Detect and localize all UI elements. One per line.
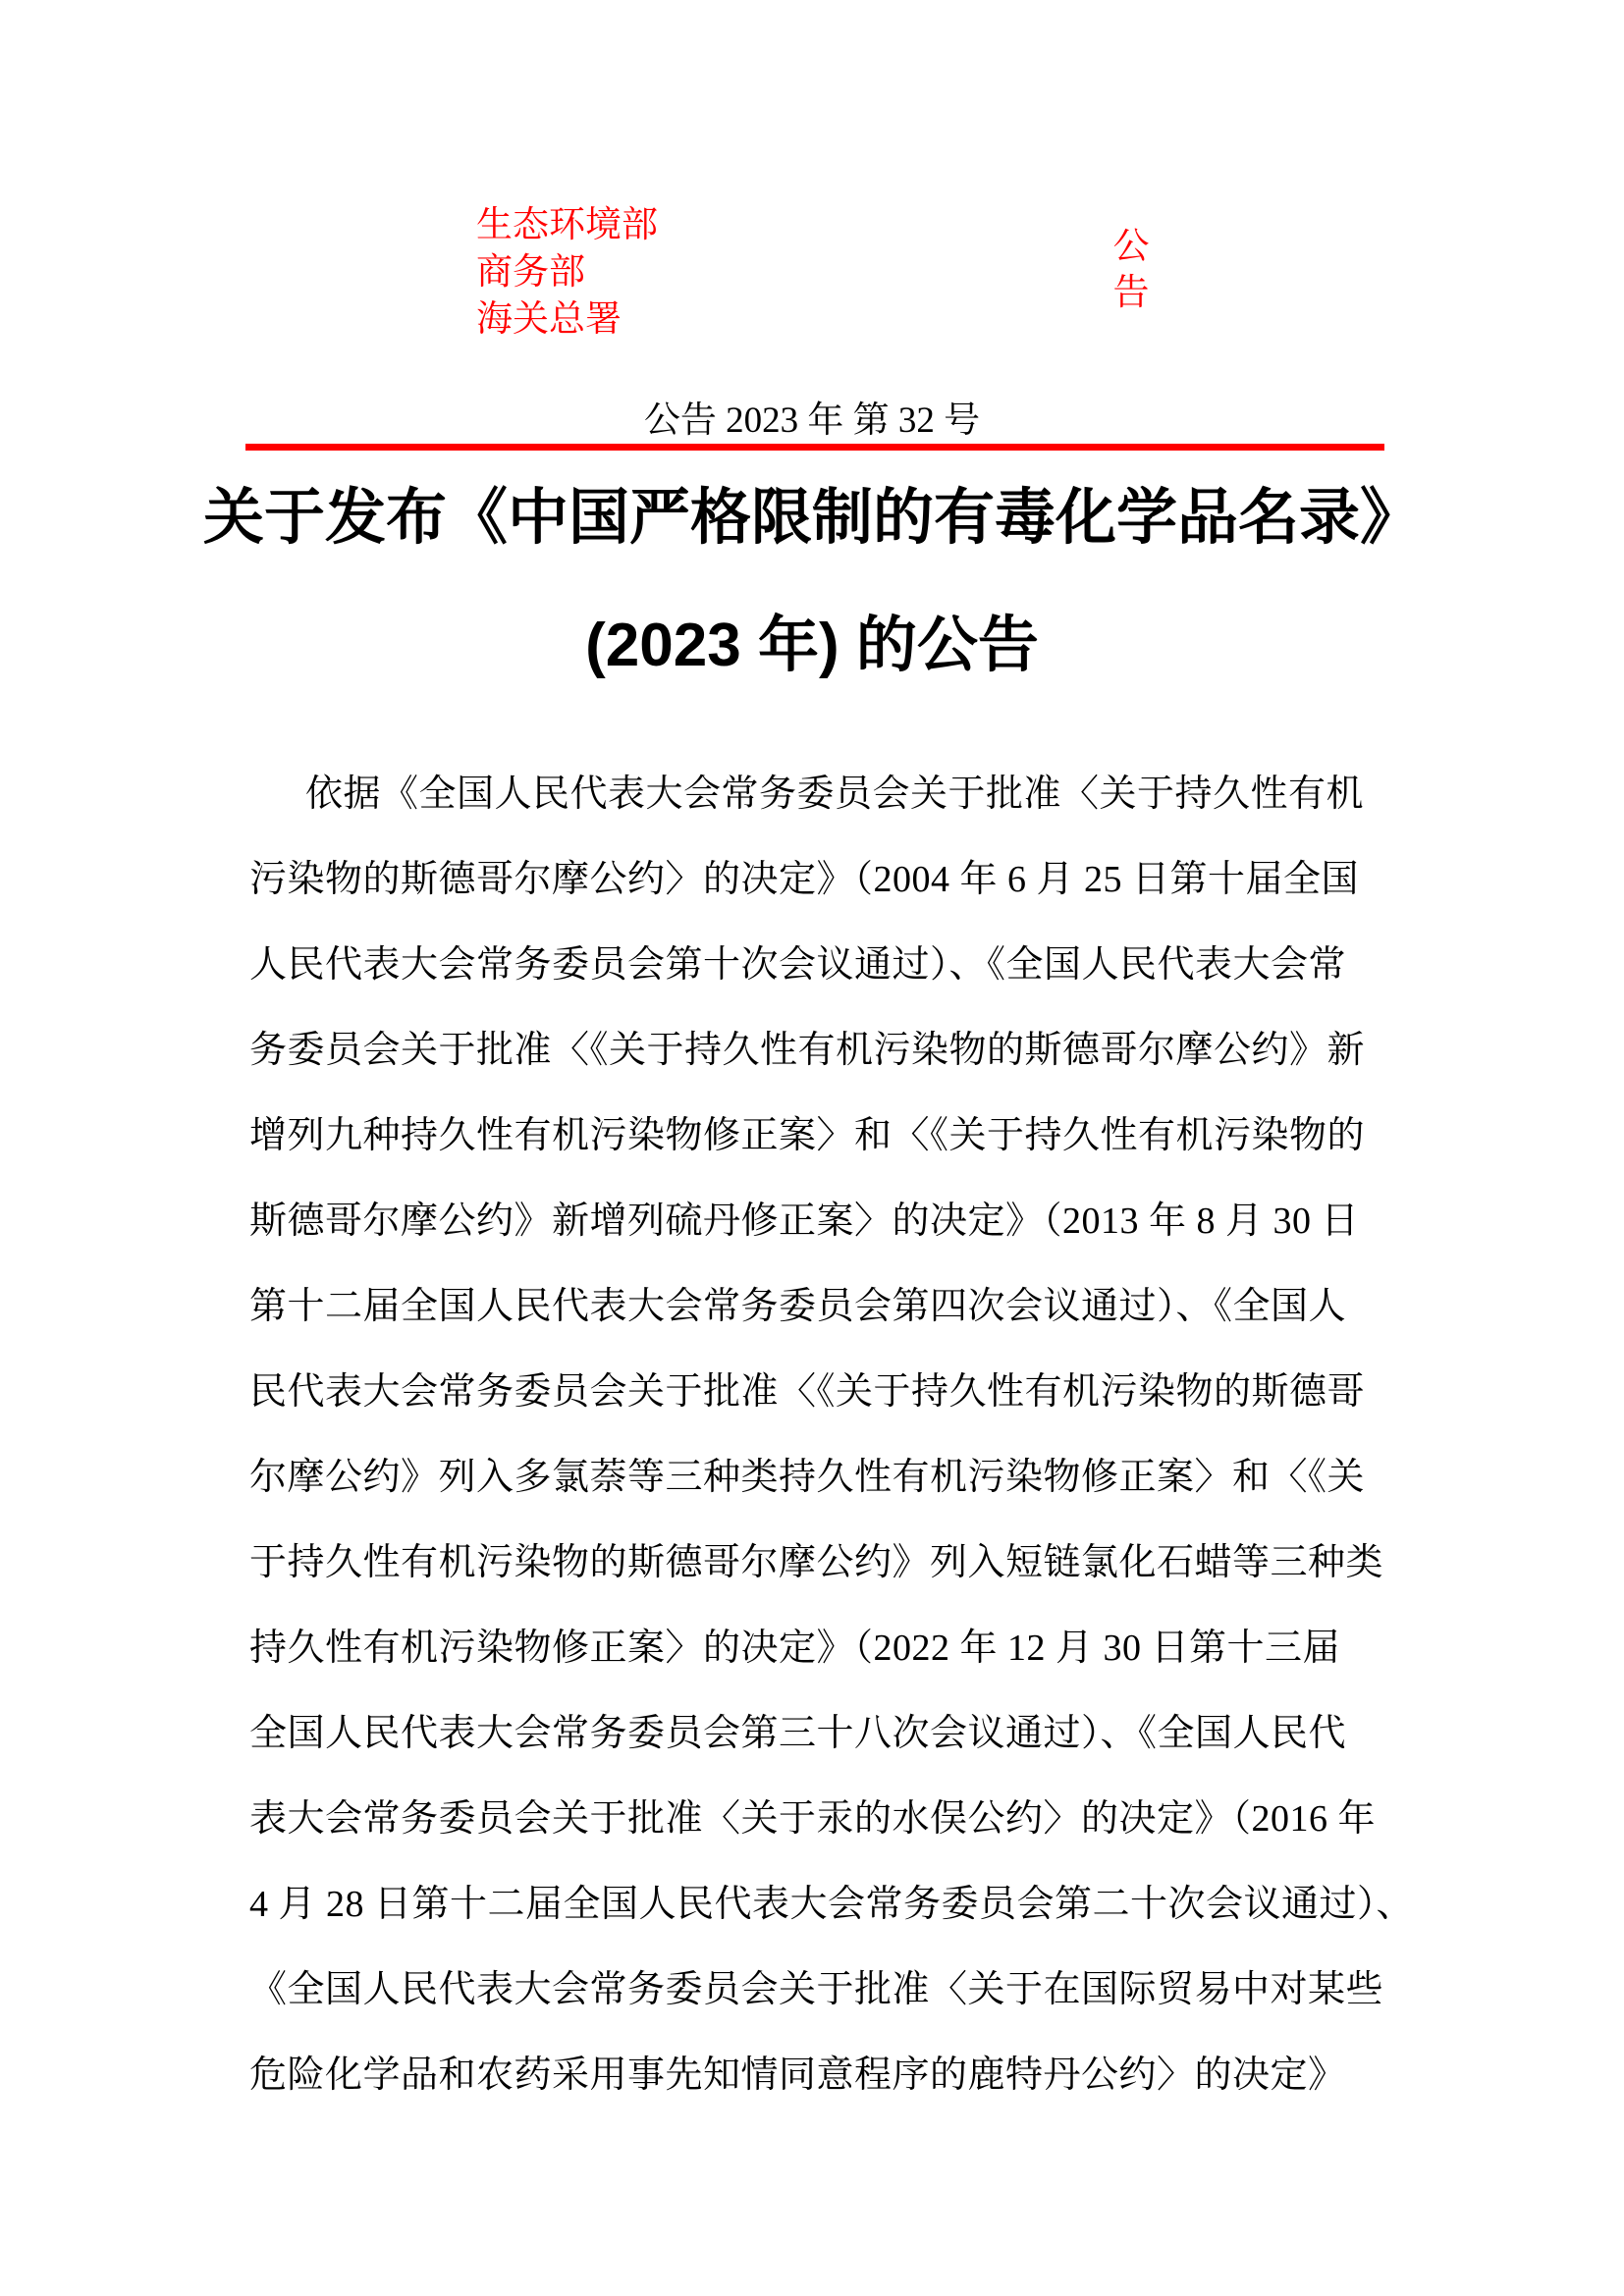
body-line: 民代表大会常务委员会关于批准〈《关于持久性有机污染物的斯德哥 <box>249 1371 1366 1413</box>
body-line: 表大会常务委员会关于批准〈关于汞的水俣公约〉的决定》（2016 年 <box>249 1798 1377 1840</box>
body-line: 第十二届全国人民代表大会常务委员会第四次会议通过）、《全国人 <box>249 1286 1347 1327</box>
body-line: 依据《全国人民代表大会常务委员会关于批准〈关于持久性有机 <box>305 774 1365 815</box>
body-line: 全国人民代表大会常务委员会第三十八次会议通过）、《全国人民代 <box>249 1713 1347 1754</box>
body-line: 务委员会关于批准〈《关于持久性有机污染物的斯德哥尔摩公约》新 <box>249 1030 1366 1071</box>
notice-vertical-char: 公 <box>1112 227 1150 267</box>
body-line: 人民代表大会常务委员会第十次会议通过）、《全国人民代表大会常 <box>249 944 1347 986</box>
document-title-line-2: (2023 年) 的公告 <box>585 612 1039 679</box>
agency-name: 商务部 <box>476 252 585 293</box>
agency-name: 生态环境部 <box>476 205 658 245</box>
notice-vertical-char: 告 <box>1112 273 1150 313</box>
document-title <box>0 454 1624 710</box>
document-number: 公告 2023 年 第 32 号 <box>643 400 981 441</box>
agency-name: 海关总署 <box>476 299 622 340</box>
body-line: 于持久性有机污染物的斯德哥尔摩公约》列入短链氯化石蜡等三种类 <box>249 1542 1384 1583</box>
body-line: 危险化学品和农药采用事先知情同意程序的鹿特丹公约〉的决定》 <box>249 2055 1346 2096</box>
notice-vertical-label <box>1111 224 1151 316</box>
body-line: 尔摩公约》列入多氯萘等三种类持久性有机污染物修正案〉和〈《关 <box>249 1457 1366 1498</box>
body-line: 《全国人民代表大会常务委员会关于批准〈关于在国际贸易中对某些 <box>249 1969 1384 2010</box>
body-line: 增列九种持久性有机污染物修正案〉和〈《关于持久性有机污染物的 <box>249 1115 1366 1156</box>
body-line: 污染物的斯德哥尔摩公约〉的决定》（2004 年 6 月 25 日第十届全国 <box>249 859 1360 900</box>
body-line: 4 月 28 日第十二届全国人民代表大会常务委员会第二十次会议通过）、 <box>249 1884 1415 1925</box>
document-title-line-1: 关于发布《中国严格限制的有毒化学品名录》 <box>202 484 1421 552</box>
document-body <box>249 752 1415 2118</box>
header-divider-rule <box>245 444 1384 451</box>
body-line: 斯德哥尔摩公约》新增列硫丹修正案〉的决定》（2013 年 8 月 30 日 <box>249 1201 1360 1242</box>
issuing-agencies <box>476 202 658 344</box>
body-line: 持久性有机污染物修正案〉的决定》（2022 年 12 月 30 日第十三届 <box>249 1628 1341 1669</box>
